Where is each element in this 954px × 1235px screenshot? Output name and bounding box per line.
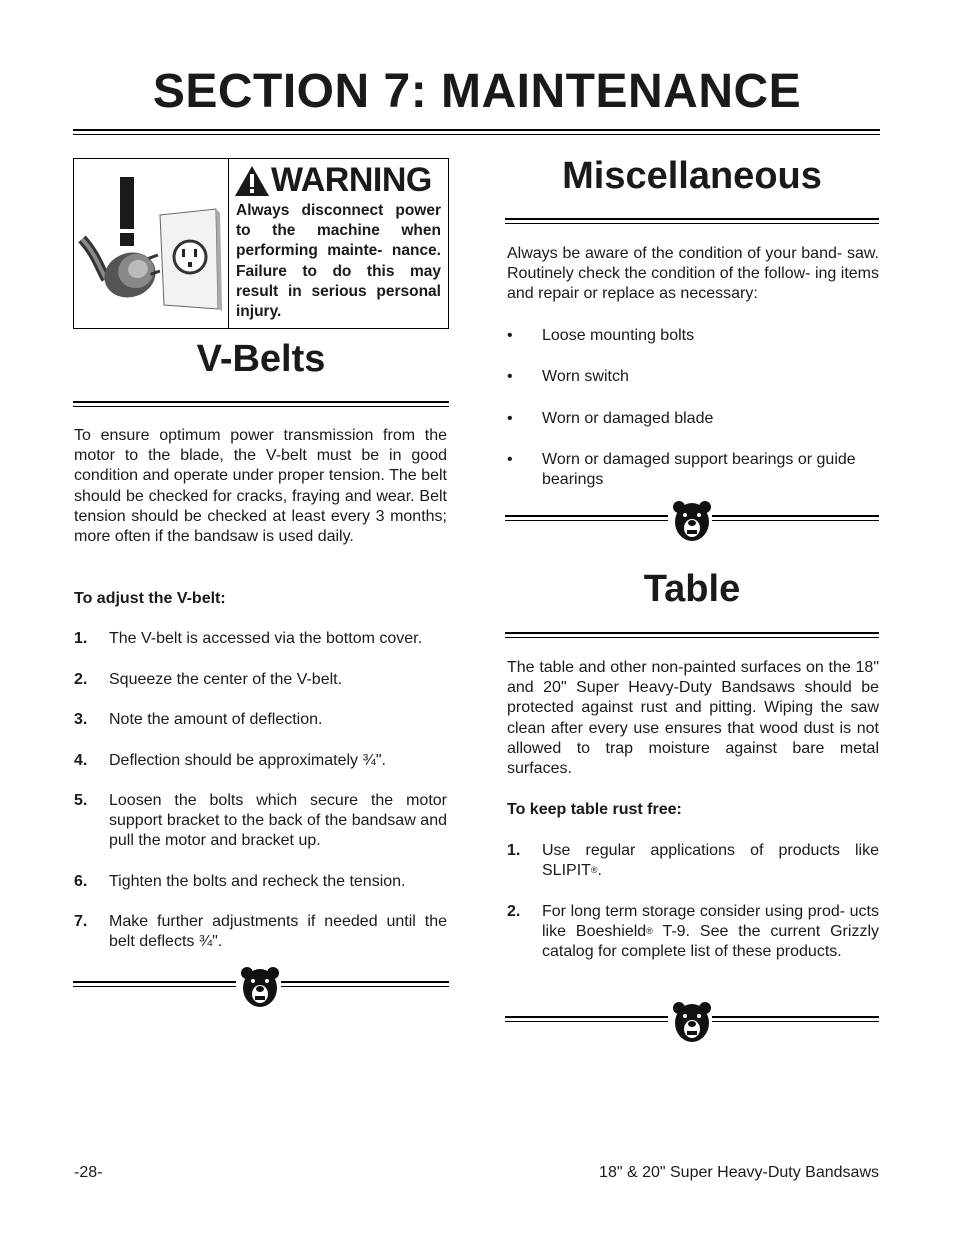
step-number: 4. bbox=[74, 752, 88, 769]
bullet-mark: • bbox=[507, 410, 513, 427]
vbelts-step bbox=[74, 872, 447, 892]
bullet-mark: • bbox=[507, 327, 513, 344]
step-text-part: . bbox=[597, 862, 602, 880]
bullet-text: Loose mounting bolts bbox=[542, 327, 695, 344]
grizzly-bear-icon bbox=[240, 964, 280, 1008]
step-text: The V-belt is accessed via the bottom cover. bbox=[109, 630, 423, 647]
warning-text: Always disconnect power to the machine when performing mainte- nance. Failure to do this may result in serious personal injury. bbox=[236, 202, 441, 321]
step-number: 2. bbox=[507, 903, 521, 920]
misc-title: Miscellaneous bbox=[562, 155, 822, 197]
step-text: Note the amount of deflection. bbox=[109, 711, 323, 728]
page-number: -28- bbox=[74, 1164, 103, 1181]
vbelts-step bbox=[74, 791, 447, 852]
misc-bullet bbox=[507, 367, 879, 387]
warning-heading bbox=[234, 161, 432, 200]
vbelts-rule bbox=[73, 401, 449, 407]
step-text-part: For long term storage consider using prod- ucts like Boeshield bbox=[542, 903, 879, 941]
grizzly-bear-icon bbox=[672, 999, 712, 1043]
misc-column bbox=[507, 244, 879, 494]
step-text: Tighten the bolts and recheck the tension. bbox=[109, 873, 406, 890]
misc-intro: Always be aware of the condition of your band- saw. Routinely check the condition of the follow- ing items and repair or replace as necessary: bbox=[507, 245, 879, 303]
step-number: 7. bbox=[74, 913, 88, 930]
registered-mark: ® bbox=[646, 926, 653, 937]
step-text: Deflection should be approximately ¾". bbox=[109, 752, 386, 769]
misc-bullet bbox=[507, 450, 879, 490]
step-text bbox=[542, 841, 879, 881]
step-number: 1. bbox=[74, 630, 88, 647]
step-text bbox=[542, 902, 879, 963]
section-title: SECTION 7: MAINTENANCE bbox=[152, 65, 802, 118]
table-subhead: To keep table rust free: bbox=[507, 801, 682, 818]
bullet-text: Worn or damaged blade bbox=[542, 410, 714, 427]
step-text: Squeeze the center of the V-belt. bbox=[109, 671, 343, 688]
grizzly-bear-icon bbox=[672, 498, 712, 542]
bullet-mark: • bbox=[507, 368, 513, 385]
table-title: Table bbox=[643, 568, 741, 610]
registered-mark: ® bbox=[590, 865, 598, 876]
warning-box bbox=[73, 158, 449, 329]
vbelts-step bbox=[74, 629, 447, 649]
table-rule bbox=[505, 632, 879, 638]
step-text-part: T-9. See the current Grizzly catalog for complete list of these products. bbox=[542, 923, 879, 961]
vbelts-step bbox=[74, 670, 447, 690]
vbelts-intro: To ensure optimum power transmission from the motor to the blade, the V-belt must be in good condition and operate under proper tension. The belt should be checked for cracks, fraying and wear. Belt tension should be checked at least every 3 months; more often if the bandsaw is used daily. bbox=[74, 427, 447, 546]
table-step bbox=[507, 841, 879, 881]
warning-divider bbox=[228, 159, 229, 328]
step-number: 3. bbox=[74, 711, 88, 728]
step-number: 2. bbox=[74, 671, 88, 688]
title-rule bbox=[73, 129, 880, 135]
vbelts-subhead: To adjust the V-belt: bbox=[74, 590, 226, 607]
step-text-part: Use regular applications of products like SLIPIT bbox=[542, 842, 879, 880]
bullet-mark: • bbox=[507, 451, 513, 468]
step-text: Loosen the bolts which secure the motor support bracket to the back of the bandsaw and pull the motor and bracket up. bbox=[109, 792, 447, 850]
table-intro: The table and other non-painted surfaces on the 18" and 20" Super Heavy-Duty Bandsaws should be protected against rust and pitting. Wiping the saw clean after every use ensures that wood dust is not allowed to trap moisture against bare metal surfaces. bbox=[507, 659, 879, 778]
vbelts-title: V-Belts bbox=[196, 338, 326, 380]
misc-bullet bbox=[507, 326, 879, 346]
bullet-text: Worn switch bbox=[542, 368, 629, 385]
step-text: Make further adjustments if needed until the belt deflects ¾". bbox=[109, 913, 447, 951]
misc-bullet bbox=[507, 409, 879, 429]
step-number: 1. bbox=[507, 842, 521, 859]
vbelts-step bbox=[74, 710, 447, 730]
step-number: 6. bbox=[74, 873, 88, 890]
table-step bbox=[507, 902, 879, 963]
bullet-text: Worn or damaged support bearings or guide bearings bbox=[542, 451, 856, 489]
plug-and-outlet-icon bbox=[76, 159, 226, 327]
step-number: 5. bbox=[74, 792, 88, 809]
vbelts-step bbox=[74, 912, 447, 952]
warning-heading-text: WARNING bbox=[271, 161, 432, 199]
misc-rule bbox=[505, 218, 879, 224]
warning-triangle-icon bbox=[234, 165, 270, 197]
table-column bbox=[507, 658, 879, 988]
vbelts-column bbox=[74, 426, 447, 966]
footer-product-name: 18" & 20" Super Heavy-Duty Bandsaws bbox=[599, 1164, 879, 1181]
vbelts-step bbox=[74, 751, 447, 771]
